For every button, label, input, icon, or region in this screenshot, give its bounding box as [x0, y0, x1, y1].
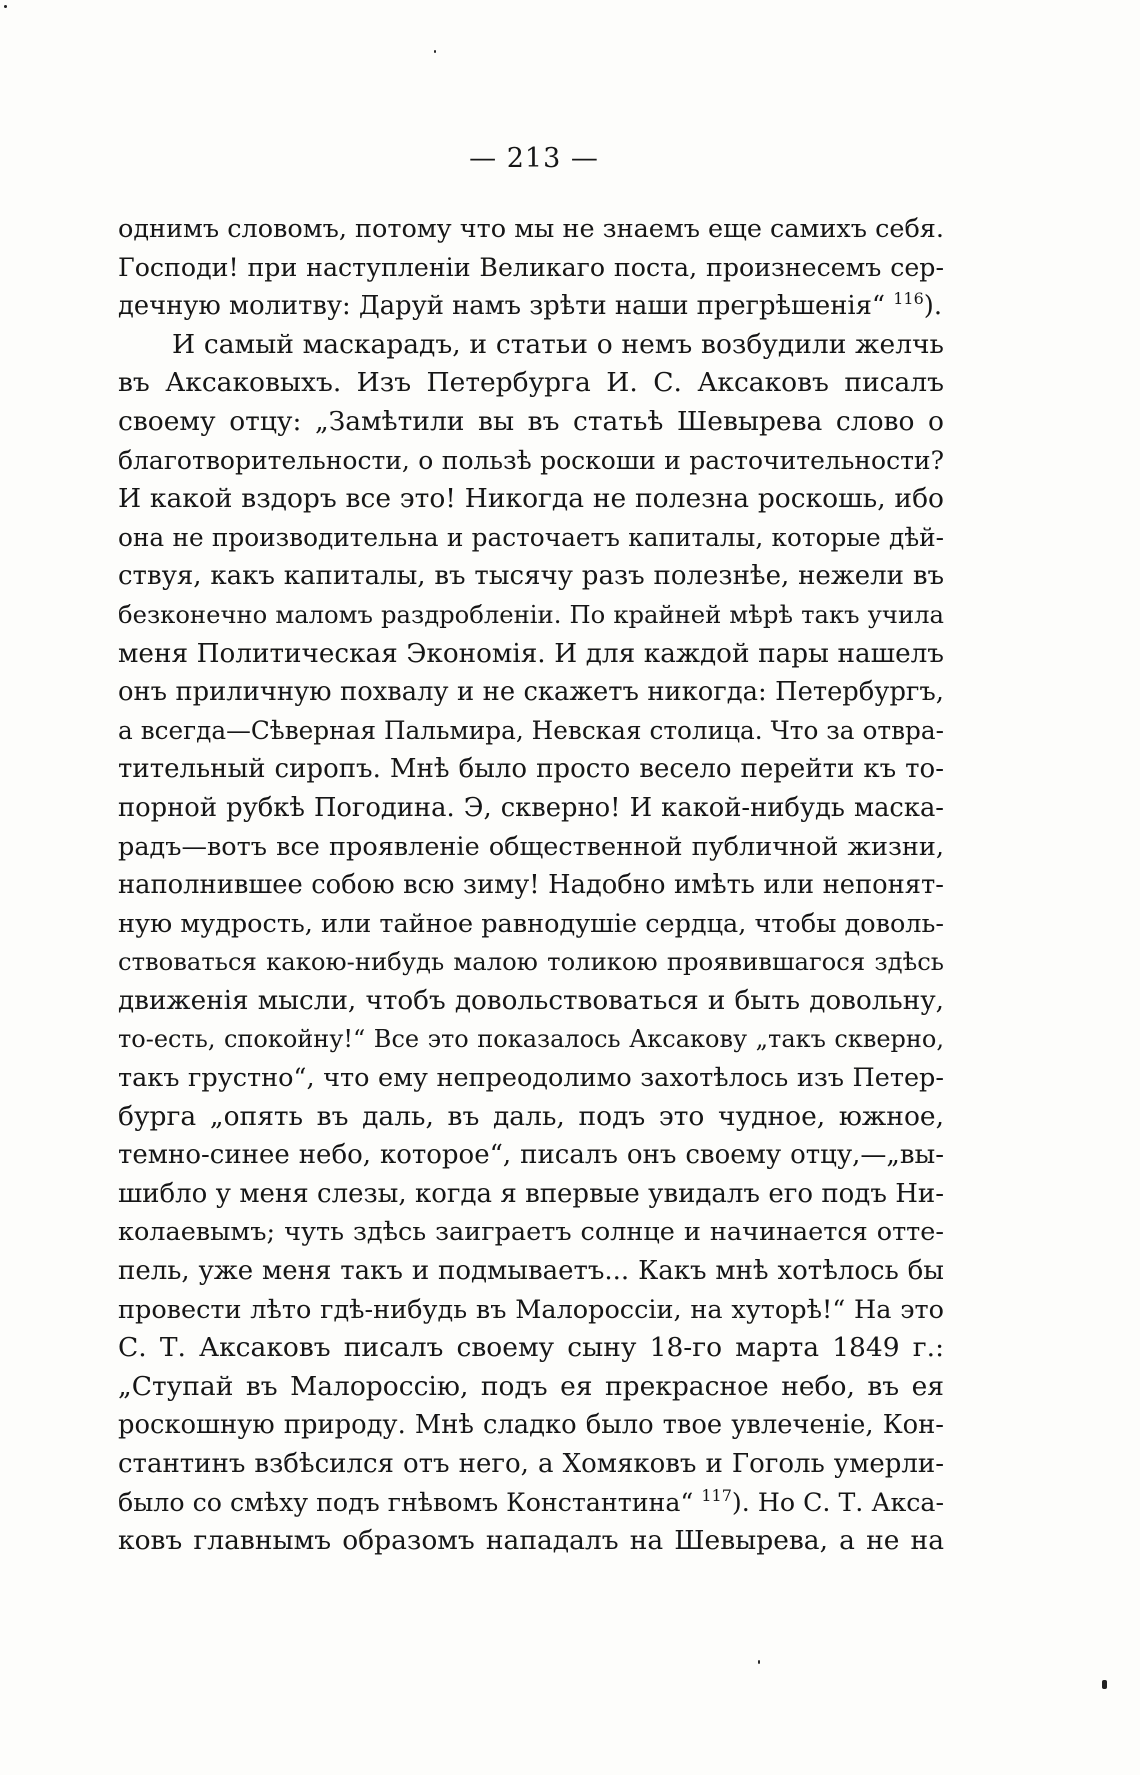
- text-line: [118, 1252, 944, 1291]
- line-text-tail: ). Но С. Т. Акса-: [731, 1487, 944, 1517]
- line-text: а всегда—Сѣверная Пальмира, Невская столица. Что за отвра-: [118, 715, 944, 745]
- text-line: [118, 1445, 944, 1484]
- line-text: безконечно маломъ раздробленіи. По крайней мѣрѣ такъ учила: [118, 599, 944, 629]
- line-text: И какой вздоръ все это! Никогда не полезна роскошь, ибо: [118, 483, 944, 515]
- text-line: [118, 364, 944, 403]
- footnote-marker: 116: [893, 289, 924, 309]
- text-line: [118, 1213, 944, 1252]
- text-line: [118, 1136, 944, 1175]
- text-line: [118, 828, 944, 867]
- line-text: шибло у меня слезы, когда я впервые увидалъ его подъ Ни-: [118, 1178, 944, 1209]
- text-line: [118, 1020, 944, 1059]
- body-text: [118, 210, 944, 1561]
- text-line: [118, 596, 944, 635]
- line-text: Господи! при наступленіи Великаго поста, произнесемъ сер-: [118, 252, 944, 282]
- text-line: [118, 1059, 944, 1098]
- line-text: И самый маскарадъ, и статьи о немъ возбудили желчь: [172, 328, 944, 360]
- line-text: колаевымъ; чуть здѣсь заиграетъ солнце и начинается отте-: [118, 1217, 944, 1248]
- line-text: провести лѣто гдѣ-нибудь въ Малороссіи, на хуторѣ!“ На это: [118, 1294, 944, 1325]
- text-line: [118, 673, 944, 712]
- text-line: [118, 1291, 944, 1330]
- line-text: благотворительности, о пользѣ роскоши и расточительности?: [118, 445, 944, 475]
- text-line: [118, 249, 944, 288]
- line-text: ковъ главнымъ образомъ нападалъ на Шевырева, а не на: [118, 1525, 944, 1557]
- line-text: „Ступай въ Малороссію, подъ ея прекрасное небо, въ ея: [118, 1370, 944, 1402]
- ink-speck: [758, 1660, 760, 1664]
- text-line: [118, 1098, 944, 1137]
- line-text: наполнившее собою всю зиму! Надобно имѣть или непонят-: [118, 870, 944, 901]
- text-line: [118, 1329, 944, 1368]
- text-line: [118, 480, 944, 519]
- text-line: [118, 750, 944, 789]
- line-text: ствоваться какою-нибудь малою толикою проявившагося здѣсь: [118, 947, 944, 977]
- line-text: ную мудрость, или тайное равнодушіе сердца, чтобы доволь-: [118, 908, 944, 939]
- page-number: — 213 —: [469, 143, 599, 174]
- text-line: [118, 635, 944, 674]
- line-text: роскошную природу. Мнѣ сладко было твое увлеченіе, Кон-: [118, 1410, 944, 1441]
- text-line: [118, 210, 944, 249]
- text-line: [118, 1175, 944, 1214]
- line-text: бурга „опять въ даль, въ даль, подъ это чудное, южное,: [118, 1100, 944, 1132]
- text-line: [118, 287, 944, 326]
- line-text: радъ—вотъ все проявленіе общественной публичной жизни,: [118, 831, 944, 862]
- line-text: своему отцу: „Замѣтили вы въ статьѣ Шевырева слово о: [118, 405, 944, 437]
- line-text: порной рубкѣ Погодина. Э, скверно! И какой-нибудь маска-: [118, 792, 944, 823]
- text-line: [118, 519, 944, 558]
- text-line: [118, 1484, 944, 1523]
- text-line: [118, 1406, 944, 1445]
- ink-speck: [4, 5, 7, 8]
- text-line: [118, 403, 944, 442]
- text-line: [118, 866, 944, 905]
- line-text-tail: ).: [923, 291, 943, 322]
- text-line: [118, 1368, 944, 1407]
- line-text: дечную молитву: Даруй намъ зрѣти наши прегрѣшенія“: [118, 291, 886, 322]
- line-text: тительный сиропъ. Мнѣ было просто весело перейти къ то-: [118, 754, 944, 785]
- text-line: [118, 905, 944, 944]
- text-line: [118, 557, 944, 596]
- line-text: такъ грустно“, что ему непреодолимо захотѣлось изъ Петер-: [118, 1063, 944, 1094]
- line-text: меня Политическая Экономія. И для каждой пары нашелъ: [118, 638, 944, 669]
- line-text: было со смѣху подъ гнѣвомъ Константина“: [118, 1487, 694, 1517]
- line-text: однимъ словомъ, потому что мы не знаемъ еще самихъ себя.: [118, 214, 944, 244]
- line-text: въ Аксаковыхъ. Изъ Петербурга И. С. Аксаковъ писалъ: [118, 367, 944, 399]
- line-text: ствуя, какъ капиталы, въ тысячу разъ полезнѣе, нежели въ: [118, 561, 944, 592]
- text-line: [118, 442, 944, 481]
- text-line: [118, 1522, 944, 1561]
- text-line: [118, 326, 944, 365]
- line-text: темно-синее небо, которое“, писалъ онъ своему отцу,—„вы-: [118, 1140, 944, 1171]
- ink-speck: [434, 50, 436, 53]
- text-line: [118, 982, 944, 1021]
- line-text: движенія мысли, чтобъ довольствоваться и быть довольну,: [118, 985, 944, 1016]
- line-text: то-есть, спокойну!“ Все это показалось Аксакову „такъ скверно,: [118, 1025, 944, 1054]
- line-text: С. Т. Аксаковъ писалъ своему сыну 18-го марта 1849 г.:: [118, 1332, 944, 1364]
- text-line: [118, 712, 944, 751]
- footnote-marker: 117: [701, 1485, 732, 1505]
- line-text: стантинъ взбѣсился отъ него, а Хомяковъ и Гоголь умерли-: [118, 1449, 944, 1479]
- line-text: пель, уже меня такъ и подмываетъ... Какъ мнѣ хотѣлось бы: [118, 1256, 944, 1287]
- text-line: [118, 943, 944, 982]
- line-text: онъ приличную похвалу и не скажетъ никогда: Петербургъ,: [118, 677, 944, 708]
- ink-speck: [1102, 1680, 1107, 1689]
- line-text: она не производительна и расточаетъ капиталы, которые дѣй-: [118, 522, 944, 552]
- text-line: [118, 789, 944, 828]
